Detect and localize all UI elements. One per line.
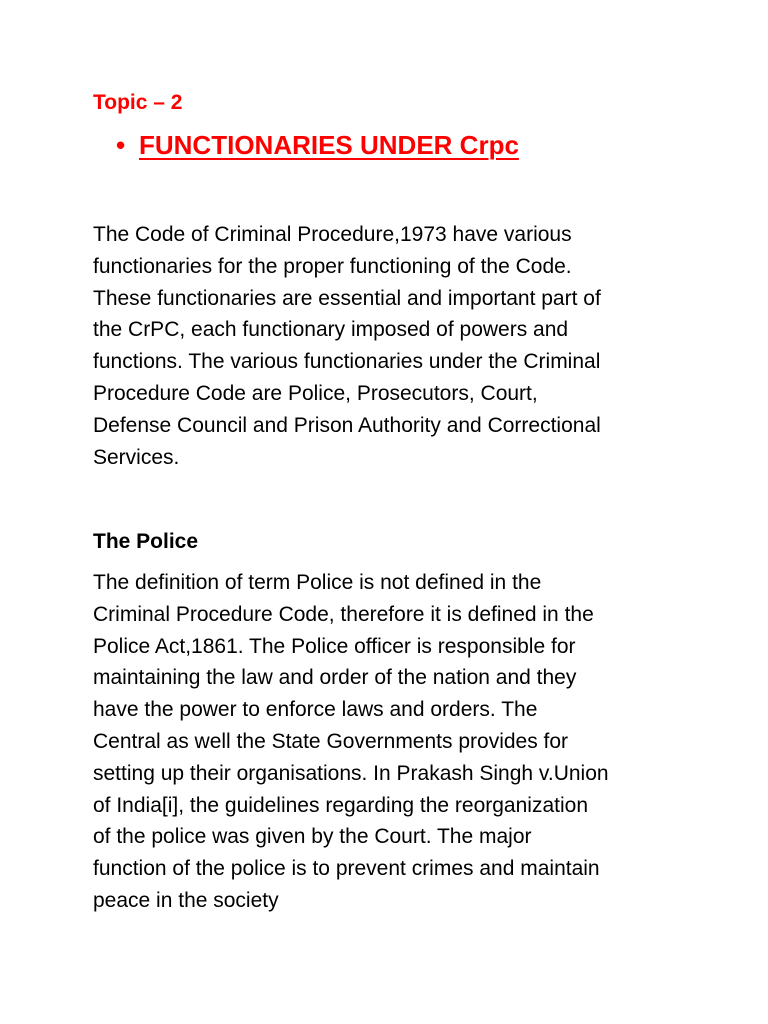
police-line: Police Act,1861. The Police officer is responsible for xyxy=(93,634,576,658)
police-paragraph xyxy=(93,567,693,917)
intro-line: The Code of Criminal Procedure,1973 have various xyxy=(93,223,572,246)
intro-paragraph xyxy=(93,219,693,473)
police-line: The definition of term Police is not defined in the xyxy=(93,571,542,594)
section-heading xyxy=(116,128,519,162)
police-line: Central as well the State Governments provides for xyxy=(93,729,569,753)
intro-line: the CrPC, each functionary imposed of powers and xyxy=(93,318,569,342)
intro-line: functionaries for the proper functioning of the Code. xyxy=(93,254,572,278)
topic-label: Topic – 2 xyxy=(93,91,183,114)
intro-line: functions. The various functionaries under the Criminal xyxy=(93,350,601,374)
police-section-title: The Police xyxy=(93,530,199,553)
intro-line: These functionaries are essential and important part of xyxy=(93,286,601,310)
police-line: have the power to enforce laws and orders. The xyxy=(93,698,538,722)
bullet-icon: • xyxy=(116,130,126,160)
police-line: of India[i], the guidelines regarding the reorganization xyxy=(93,793,588,817)
intro-line: Defense Council and Prison Authority and Correctional xyxy=(93,413,601,437)
heading-text: FUNCTIONARIES UNDER Crpc xyxy=(139,130,519,160)
police-line: maintaining the law and order of the nation and they xyxy=(93,666,577,690)
police-line: setting up their organisations. In Prakash Singh v.Union xyxy=(93,761,609,785)
police-line: of the police was given by the Court. The major xyxy=(93,825,532,849)
intro-line: Procedure Code are Police, Prosecutors, Court, xyxy=(93,381,538,405)
police-line: peace in the society xyxy=(93,888,279,912)
intro-line: Services. xyxy=(93,445,180,469)
police-line: Criminal Procedure Code, therefore it is defined in the xyxy=(93,602,594,626)
police-line: function of the police is to prevent crimes and maintain xyxy=(93,857,600,881)
